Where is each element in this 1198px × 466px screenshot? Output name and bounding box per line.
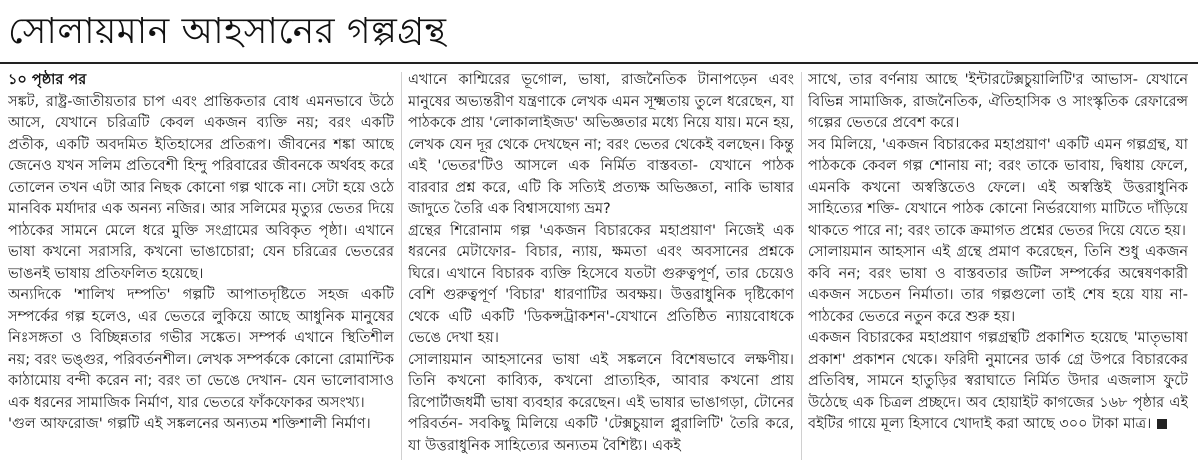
paragraph: সোলায়মান আহসান এই গ্রন্থে প্রমাণ করেছেন, তিনি শুধু একজন কবি নন; বরং ভাষা ও বাস্তবতার জটিল সম্পর্কের অন্বেষণকারী একজন সচেতন নির্মাতা। তার গল্পগুলো তাই শেষ হয়ে যায় না- পাঠকের ভেতরে নতুন করে শুরু হয়। [808, 244, 1188, 325]
paragraph: এখানে কাশ্মিরের ভূগোল, ভাষা, রাজনৈতিক টানাপড়েন এবং মানুষের অভ্যন্তরীণ যন্ত্রণাকে লেখক এমন সূক্ষ্মতায় তুলে ধরেছেন, যা পাঠককে প্রায় 'লোকালাইজড' অভিজ্ঞতার মধ্যে নিয়ে যায়। মনে হয়, লেখক যেন দূর থেকে দেখছেন না; বরং ভেতর থেকেই বলছেন। কিন্তু এই 'ভেতর'টিও আসলে এক নির্মিত বাস্তবতা- যেখানে পাঠক বারবার প্রশ্ন করে, এটি কি সত্যিই প্রত্যক্ষ অভিজ্ঞতা, নাকি ভাষার জাদুতে তৈরি এক বিশ্বাসযোগ্য ভ্রম? [408, 72, 794, 217]
paragraph: অন্যদিকে 'শালিখ দম্পতি' গল্পটি আপাতদৃষ্টিতে সহজ একটি সম্পর্কের গল্প হলেও, এর ভেতরে লুকিয়ে আছে আধুনিক মানুষের নিঃসঙ্গতা ও বিচ্ছিন্নতার গভীর সঙ্কেত। সম্পর্ক এখানে স্থিতিশীল নয়; বরং ভঙ্গুর, পরিবর্তনশীল। লেখক সম্পর্ককে কোনো রোমান্টিক কাঠামোয় বন্দী করেন না; বরং তা ভেঙে দেখান- যেন ভালোবাসাও এক ধরনের সামাজিক নির্মাণ, যার ভেতরে ফাঁকফোকর অসংখ্য। [8, 287, 394, 411]
end-of-article-mark [1157, 419, 1167, 429]
paragraph-text: একজন বিচারকের মহাপ্রয়াণ গল্পগ্রন্থটি প্রকাশিত হয়েছে 'মাতৃভাষা প্রকাশ' প্রকাশন থেকে। ফরিদী নুমানের ডার্ক গ্রে উপরে বিচারকের প্রতিবিম্ব, সামনে হাতুড়ির স্বরাঘাতে নির্মিত উদার এজলাস ফুটে উঠেছে এক চিত্রল প্রচ্ছদে। অব হোয়াইট কাগজের ১৬৮ পৃষ্ঠার এই বইটির গায়ে মূল্য হিসাবে খোদাই করা আছে ৩০০ টাকা মাত্র। [808, 330, 1188, 432]
paragraph: সোলায়মান আহসানের ভাষা এই সঙ্কলনে বিশেষভাবে লক্ষণীয়। তিনি কখনো কাব্যিক, কখনো প্রাত্যহিক, আবার কখনো প্রায় রিপোর্টাজধর্মী ভাষা ব্যবহার করেছেন। এই ভাষার ভাঙাগড়া, টোনের পরিবর্তন- সবকিছু মিলিয়ে একটি 'টেক্সচুয়াল প্লুরালিটি' তৈরি করে, যা উত্তরাধুনিক সাহিত্যের অন্যতম বৈশিষ্ট্য। একই [408, 351, 794, 454]
paragraph: সব মিলিয়ে, 'একজন বিচারকের মহাপ্রয়াণ' একটি এমন গল্পগ্রন্থ, যা পাঠককে কেবল গল্প শোনায় না; বরং তাকে ভাবায়, দ্বিধায় ফেলে, এমনকি কখনো অস্বস্তিতেও ফেলে। এই অস্বস্তিই উত্তরাধুনিক সাহিত্যের শক্তি- যেখানে পাঠক কোনো নির্ভরযোগ্য মাটিতে দাঁড়িয়ে থাকতে পারে না; বরং তাকে ক্রমাগত প্রশ্নের ভেতর দিয়ে যেতে হয়। [808, 136, 1188, 239]
paragraph: 'গুল আফরোজ' গল্পটি এই সঙ্কলনের অন্যতম শক্তিশালী নির্মাণ। [8, 416, 371, 432]
paragraph: সঙ্কট, রাষ্ট্র-জাতীয়তার চাপ এবং প্রান্তিকতার বোধ এমনভাবে উঠে আসে, যেখানে চরিত্রটি কেবল একজন ব্যক্তি নয়; বরং একটি প্রতীক, একটি অবদমিত ইতিহাসের প্রতিরূপ। জীবনের শঙ্কা আছে জেনেও যখন সলিম প্রতিবেশী হিন্দু পরিবারের জীবনকে অর্থবহ করে তোলেন তখন এটা আর নিছক কোনো গল্প থাকে না। সেটা হয়ে ওঠে মানবিক মর্যাদার এক অনন্য নজির। আর সলিমের মৃত্যুর ভেতর দিয়ে পাঠকের সামনে মেলে ধরে মুক্তি সংগ্রামের অবিকৃত পৃষ্ঠা। এখানে ভাষা কখনো সরাসরি, কখনো ভাঙাচোরা; যেন চরিত্রের ভেতরের ভাঙনই ভাষায় প্রতিফলিত হয়েছে। [8, 93, 394, 282]
final-paragraph [808, 328, 1188, 436]
headline: সোলায়মান আহসানের গল্পগ্রন্থ [8, 11, 447, 52]
headline-rule [0, 62, 1198, 64]
column-divider [801, 72, 802, 460]
column-2 [408, 70, 794, 462]
paragraph: গ্রন্থের শিরোনাম গল্প 'একজন বিচারকের মহাপ্রয়াণ' নিজেই এক ধরনের মেটাফোর- বিচার, ন্যায়, ক্ষমতা এবং অবসানের প্রশ্নকে ঘিরে। এখানে বিচারক ব্যক্তি হিসেবে যতটা গুরুত্বপূর্ণ, তার চেয়েও বেশি গুরুত্বপূর্ণ 'বিচার' ধারণাটির অবক্ষয়। উত্তরাধুনিক দৃষ্টিকোণ থেকে এটি একটি 'ডিকন্সট্রাকশন'-যেখানে প্রতিষ্ঠিত ন্যায়বোধকে ভেঙে দেখা হয়। [408, 222, 794, 346]
column-divider [401, 72, 402, 460]
column-3 [808, 70, 1188, 462]
paragraph: সাথে, তার বর্ণনায় আছে 'ইন্টারটেক্সচুয়ালিটি'র আভাস- যেখানে বিভিন্ন সামাজিক, রাজনৈতিক, ঐতিহাসিক ও সাংস্কৃতিক রেফারেন্স গল্পের ভেতরে প্রবেশ করে। [808, 72, 1188, 131]
continuation-kicker: ১০ পৃষ্ঠার পর [8, 72, 87, 88]
column-1 [8, 70, 394, 462]
